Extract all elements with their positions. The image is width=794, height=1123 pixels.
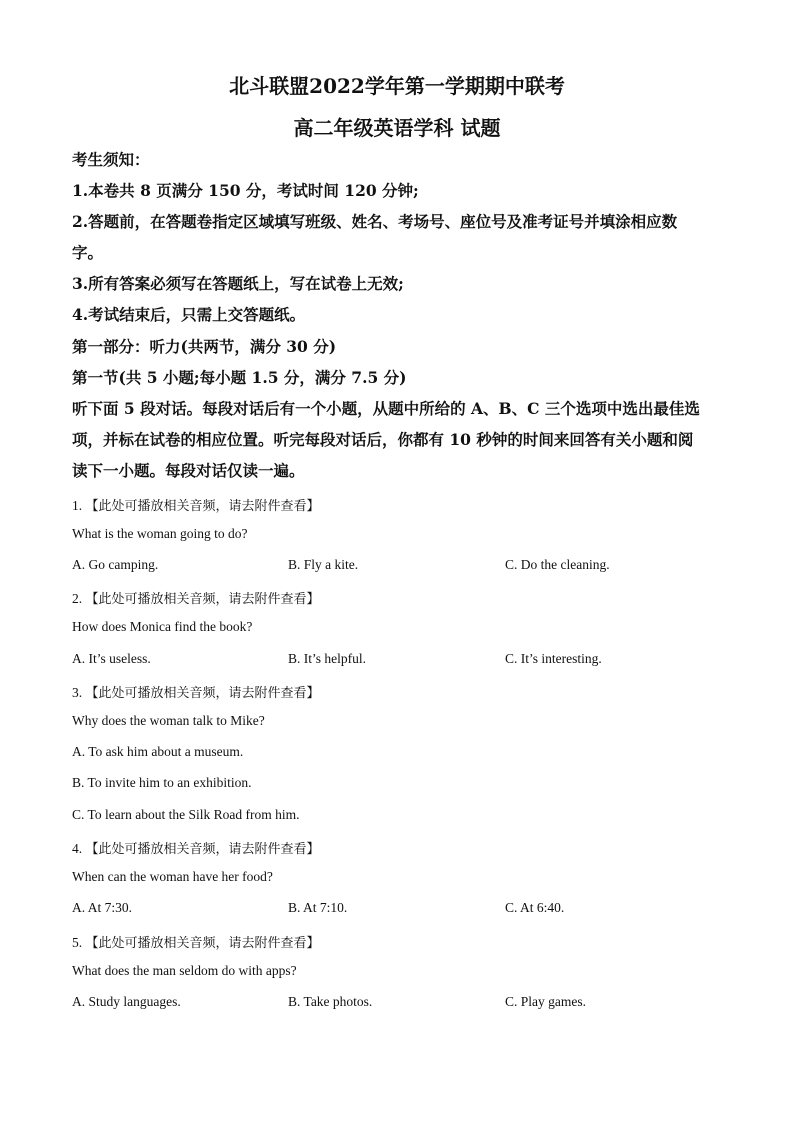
audio-note[interactable]: 【此处可播放相关音频，请去附件查看】 [85,592,320,607]
question-1-option-c: C. Do the cleaning. [505,557,610,572]
question-number: 4. [72,841,83,856]
instructions-line-2: 项，并标在试卷的相应位置。听完每段对话后，你都有 10 秒钟的时间来回答有关小题和阅 [72,430,694,449]
question-4-option-a: A. At 7:30. [72,900,133,915]
notice-item-2-cont: 字。 [72,243,104,262]
question-2-option-b: B. It’s helpful. [288,651,366,666]
question-2-text: How does Monica find the book? [72,619,253,634]
question-1-option-a: A. Go camping. [72,557,159,572]
question-2-option-c: C. It’s interesting. [505,651,602,666]
question-1-option-b: B. Fly a kite. [288,557,359,572]
notice-heading: 考生须知： [72,150,150,169]
question-2-option-a: A. It’s useless. [72,651,151,666]
audio-note[interactable]: 【此处可播放相关音频，请去附件查看】 [85,686,320,701]
exam-subtitle: 高二年级英语学科 试题 [293,116,501,140]
question-5-option-c: C. Play games. [505,994,586,1009]
question-4-text: When can the woman have her food? [72,869,273,884]
notice-item-2: 2.答题前，在答题卷指定区域填写班级、姓名、考场号、座位号及准考证号并填涂相应数 [72,212,678,231]
section1-heading: 第一节(共 5 小题;每小题 1.5 分，满分 7.5 分) [72,368,407,387]
question-3-option-b: B. To invite him to an exhibition. [72,775,252,790]
question-5-text: What does the man seldom do with apps? [72,963,297,978]
notice-item-1: 1.本卷共 8 页满分 150 分，考试时间 120 分钟; [72,181,419,200]
part1-heading: 第一部分：听力(共两节，满分 30 分) [72,337,337,356]
question-5-option-b: B. Take photos. [288,994,373,1009]
instructions-line-3: 读下一小题。每段对话仅读一遍。 [72,461,305,480]
question-1-text: What is the woman going to do? [72,526,248,541]
question-3-option-c: C. To learn about the Silk Road from him. [72,807,300,822]
question-number: 2. [72,591,83,606]
question-number: 3. [72,685,83,700]
audio-note[interactable]: 【此处可播放相关音频，请去附件查看】 [85,499,320,514]
question-5-option-a: A. Study languages. [72,994,181,1009]
question-4-option-c: C. At 6:40. [505,900,565,915]
question-3-option-a: A. To ask him about a museum. [72,744,244,759]
exam-title: 北斗联盟2022学年第一学期期中联考 [229,74,565,98]
question-3-text: Why does the woman talk to Mike? [72,713,265,728]
question-4-header [72,838,320,857]
question-number: 1. [72,498,83,513]
instructions-line-1: 听下面 5 段对话。每段对话后有一个小题，从题中所给的 A、B、C 三个选项中选出最佳选 [72,399,700,418]
question-1-header [72,495,320,514]
question-number: 5. [72,935,83,950]
notice-item-3: 3.所有答案必须写在答题纸上，写在试卷上无效; [72,274,404,293]
notice-item-4: 4.考试结束后，只需上交答题纸。 [72,305,306,324]
question-2-header [72,588,320,607]
audio-note[interactable]: 【此处可播放相关音频，请去附件查看】 [85,842,320,857]
question-5-header [72,932,320,951]
question-4-option-b: B. At 7:10. [288,900,348,915]
question-3-header [72,682,320,701]
audio-note[interactable]: 【此处可播放相关音频，请去附件查看】 [85,936,320,951]
